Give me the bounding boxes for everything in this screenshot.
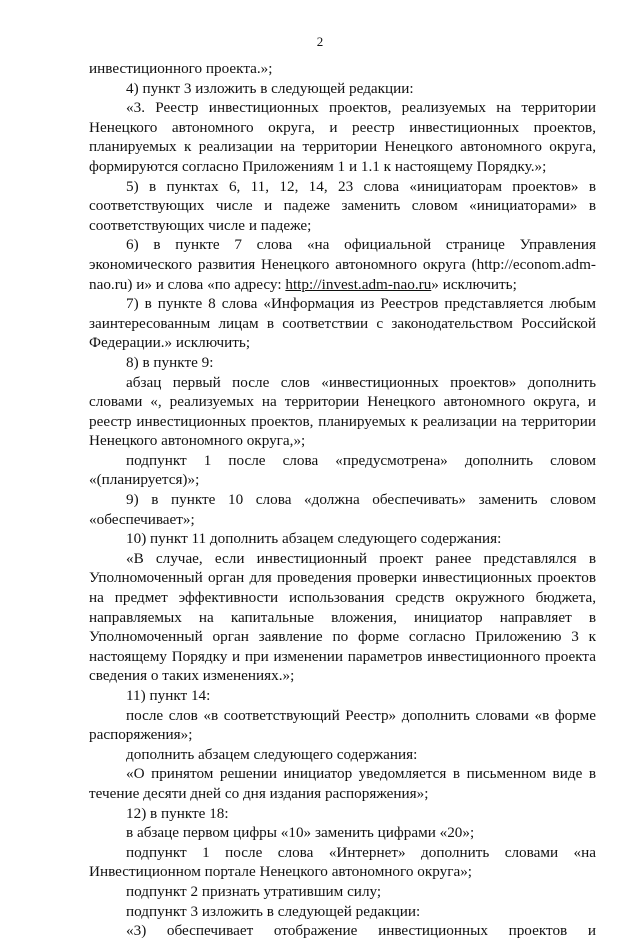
paragraph-8: абзац первый после слов «инвестиционных проектов» дополнить словами «, реализуемых на территории Ненецкого автономного округа, и реестр инвестиционных проектов, планируемых к реализации на территории Ненецкого автономного округа,»;	[89, 373, 596, 450]
paragraph-6: 7) в пункте 8 слова «Информация из Реестров представляется любым заинтересованным лицам в соответствии с законодательством Российской Федерации.» исключить;	[89, 295, 596, 352]
paragraph-13: 11) пункт 14:	[126, 687, 211, 704]
paragraph-1: инвестиционного проекта.»;	[89, 60, 273, 77]
paragraph-15: дополнить абзацем следующего содержания:	[126, 745, 418, 763]
paragraph-12: «В случае, если инвестиционный проект ранее представлялся в Уполномоченный орган для проведения проверки инвестиционных проектов на предмет эффективности использования средств окружного бюджета, направляемых на капитальные вложения, инициатор направляет в Уполномоченный орган заявление по форме согласно Приложению 3 к настоящему Порядку и при изменении параметров инвестиционного проекта сведения о таких изменениях.»;	[89, 549, 596, 685]
paragraph-18: в абзаце первом цифры «10» заменить цифрами «20»;	[126, 824, 475, 842]
url-link[interactable]: http://invest.adm-nao.ru	[285, 275, 432, 293]
paragraph-text: 6) в пункте 7 слова «на официальной странице Управления экономического развития Ненецкого автономного округа (http://econom.adm-nao.ru) и» и слова «по адресу:	[89, 236, 596, 293]
paragraph-9: подпункт 1 после слова «предусмотрена» дополнить словом «(планируется)»;	[89, 451, 596, 489]
paragraph-20: подпункт 2 признать утратившим силу;	[126, 882, 382, 900]
paragraph-10: 9) в пункте 10 слова «должна обеспечивать» заменить словом «обеспечивает»;	[89, 491, 596, 528]
paragraph-4: 5) в пунктах 6, 11, 12, 14, 23 слова «инициаторам проектов» в соответствующих числе и падеже заменить словом «инициаторами» в соответствующих числе и падеже;	[89, 177, 596, 234]
paragraph-17: 12) в пункте 18:	[126, 804, 229, 822]
page-number: 2	[316, 34, 324, 49]
paragraph-16: «О принятом решении инициатор уведомляется в письменном виде в течение десяти дней со дня издания распоряжения»;	[89, 765, 596, 802]
paragraph-11: 10) пункт 11 дополнить абзацем следующего содержания:	[126, 530, 502, 548]
paragraph-7: 8) в пункте 9:	[126, 353, 214, 371]
paragraph-22: «3) обеспечивает отображение инвестиционных проектов и	[126, 922, 596, 940]
paragraph-21: подпункт 3 изложить в следующей редакции:	[126, 902, 421, 920]
document-body	[89, 59, 596, 941]
paragraph-19: подпункт 1 после слова «Интернет» дополнить словами «на Инвестиционном портале Ненецкого автономного округа»;	[89, 843, 596, 881]
paragraph-14: после слов «в соответствующий Реестр» дополнить словами «в форме распоряжения»;	[89, 706, 596, 744]
paragraph-2: 4) пункт 3 изложить в следующей редакции:	[126, 79, 414, 97]
paragraph-3: «3. Реестр инвестиционных проектов, реализуемых на территории Ненецкого автономного округа, и реестр инвестиционных проектов, планируемых к реализации на территории Ненецкого автономного округа, формируются согласно Приложениям 1 и 1.1 к настоящему Порядку.»;	[89, 99, 596, 175]
paragraph-5	[89, 235, 596, 294]
paragraph-text: » исключить;	[431, 275, 517, 293]
